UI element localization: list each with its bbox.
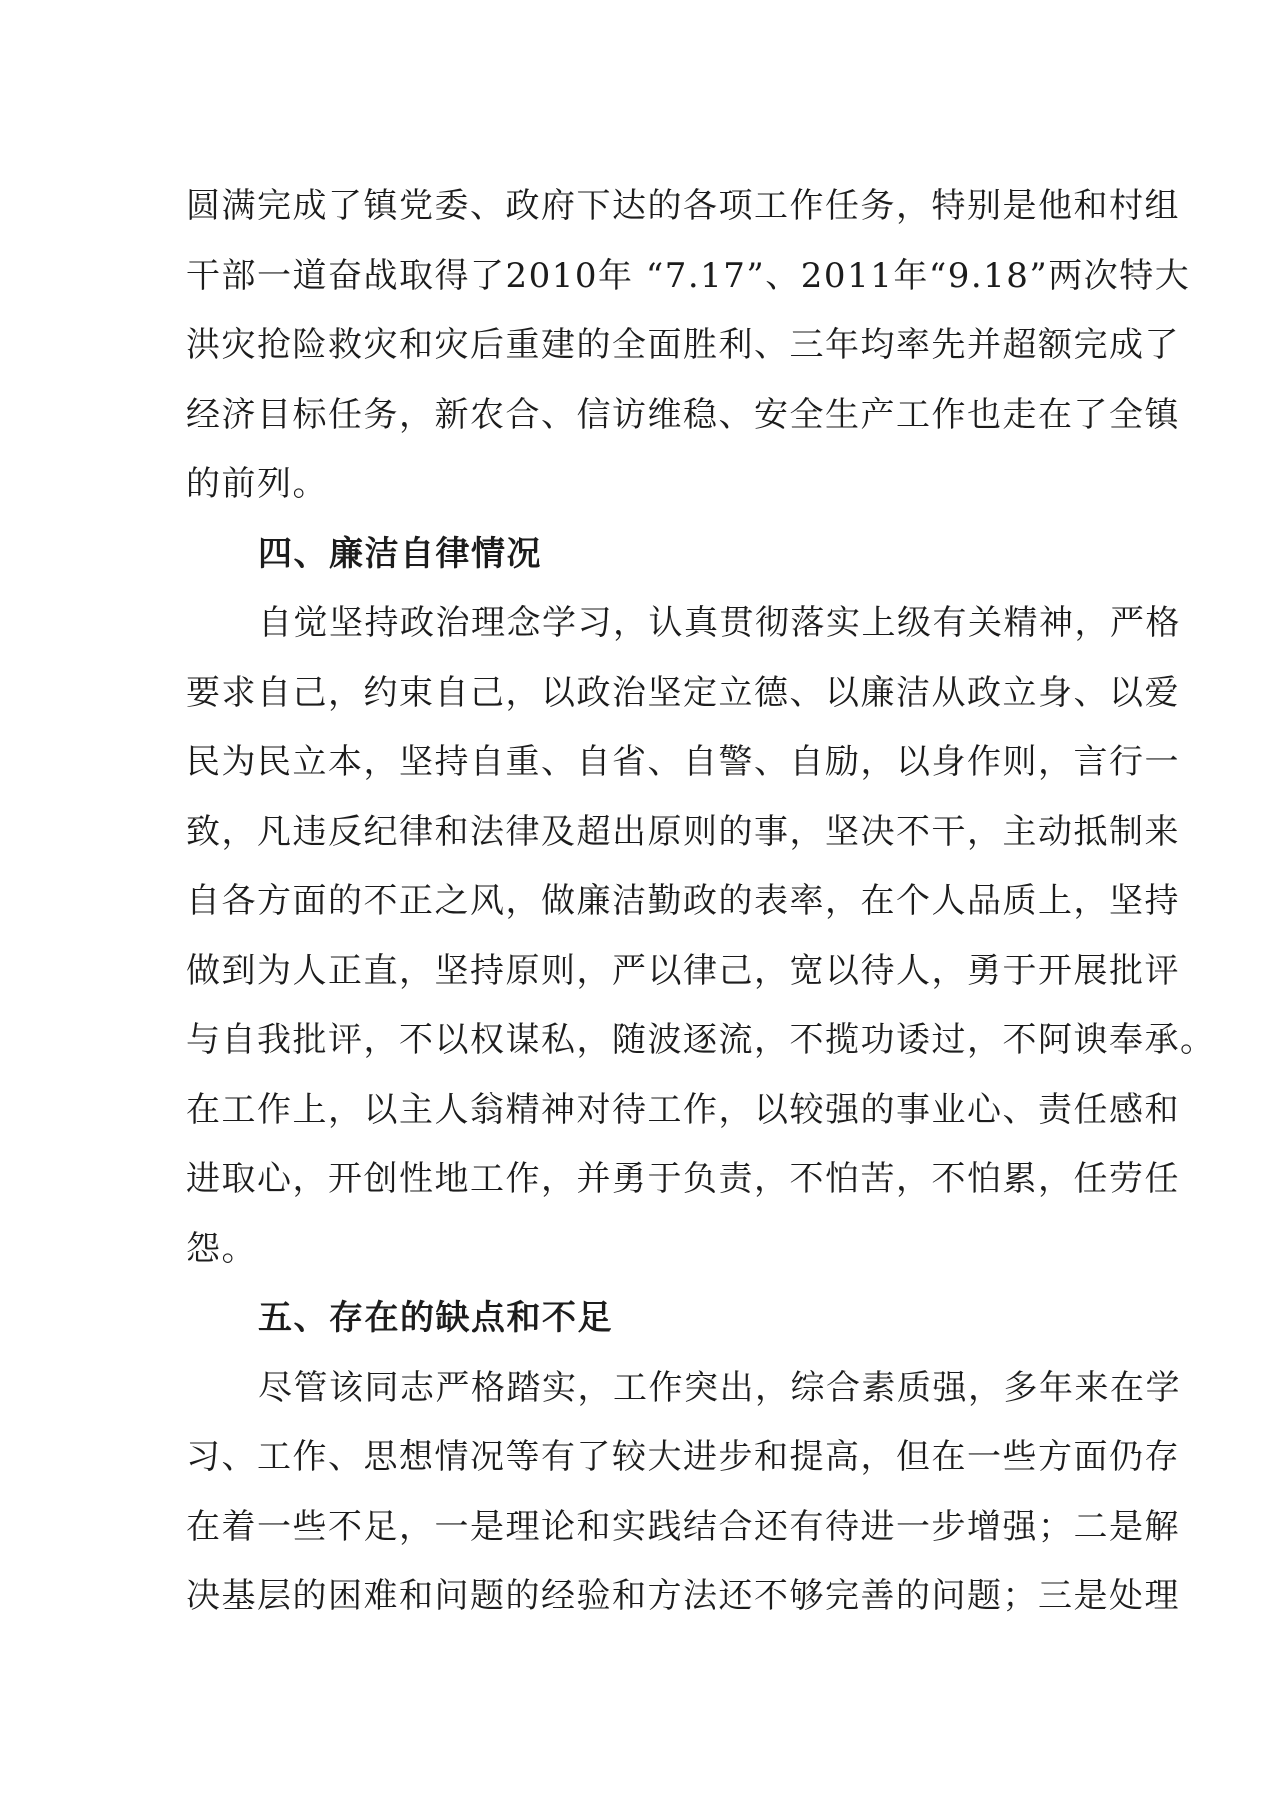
text-line: 要求自己，约束自己，以政治坚定立德、以廉洁从政立身、以爱 [186,672,1180,713]
text-line: 尽管该同志严格踏实，工作突出，综合素质强，多年来在学 [258,1367,1181,1408]
text-line: 与自我批评，不以权谋私，随波逐流，不揽功诿过，不阿谀奉承。 [186,1020,1216,1060]
text-line: 干部一道奋战取得了2010年 “7.17”、2011年“9.18”两次特大 [186,255,1191,296]
text-line: 自觉坚持政治理念学习，认真贯彻落实上级有关精神，严格 [258,603,1181,643]
paragraph-integrity [186,589,1216,1284]
section-heading-integrity: 四、廉洁自律情况 [258,533,542,574]
text-line: 洪灾抢险救灾和灾后重建的全面胜利、三年均率先并超额完成了 [186,325,1180,365]
text-line: 怨。 [186,1228,257,1269]
text-line: 决基层的困难和问题的经验和方法还不够完善的问题；三是处理 [186,1576,1180,1616]
paragraph-achievements [186,172,1191,520]
section-heading-shortcomings: 五、存在的缺点和不足 [258,1298,613,1338]
text-line: 进取心，开创性地工作，并勇于负责，不怕苦，不怕累，任劳任 [186,1159,1180,1199]
text-line: 习、工作、思想情况等有了较大进步和提高，但在一些方面仍存 [186,1437,1180,1477]
document-body [186,172,1216,1632]
text-line: 圆满完成了镇党委、政府下达的各项工作任务，特别是他和村组 [186,186,1180,226]
text-line: 自各方面的不正之风，做廉洁勤政的表率，在个人品质上，坚持 [186,881,1180,921]
text-line: 的前列。 [186,464,328,504]
text-line: 做到为人正直，坚持原则，严以律己，宽以待人，勇于开展批评 [186,950,1180,991]
text-line: 经济目标任务，新农合、信访维稳、安全生产工作也走在了全镇 [186,394,1180,435]
paragraph-shortcomings [186,1354,1181,1632]
text-line: 致，凡违反纪律和法律及超出原则的事，坚决不干，主动抵制来 [186,811,1180,852]
text-line: 在着一些不足，一是理论和实践结合还有待进一步增强；二是解 [186,1506,1180,1547]
text-line: 在工作上，以主人翁精神对待工作，以较强的事业心、责任感和 [186,1089,1180,1130]
text-line: 民为民立本，坚持自重、自省、自警、自励，以身作则，言行一 [186,742,1180,782]
